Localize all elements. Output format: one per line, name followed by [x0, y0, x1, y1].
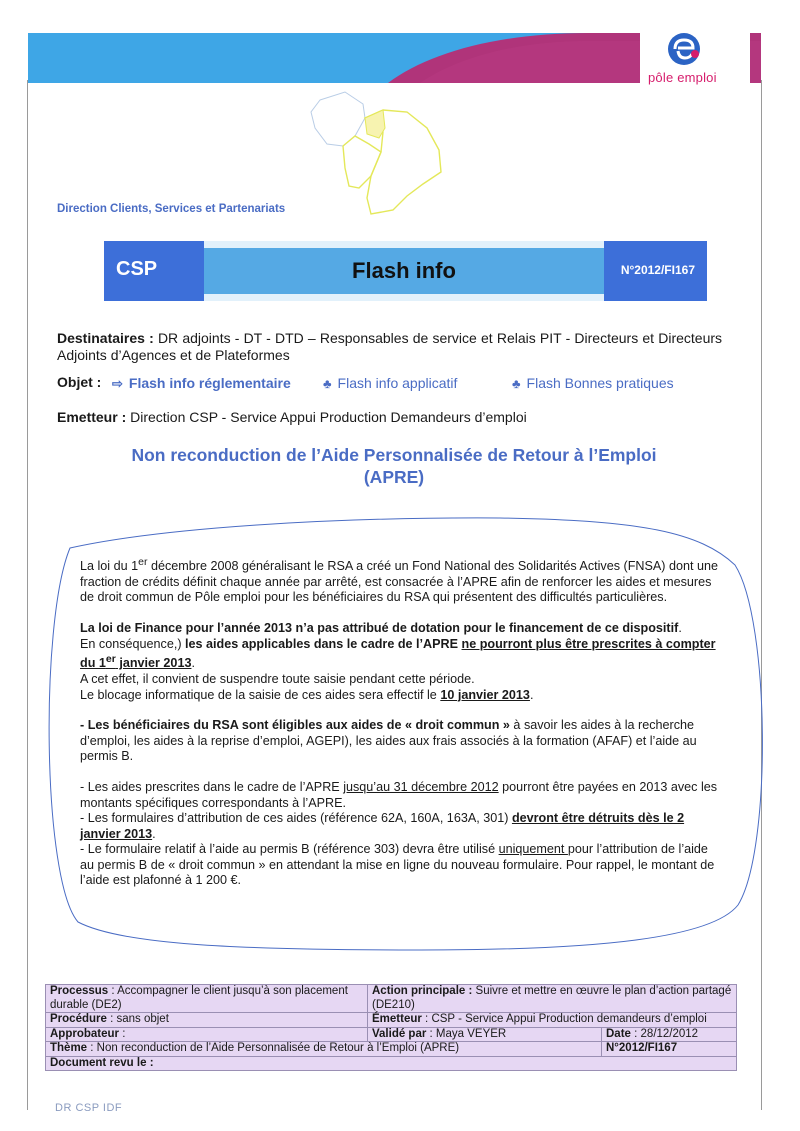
paragraph-droit-commun	[80, 718, 720, 765]
value: :	[119, 1027, 126, 1040]
logo-text: pôle emploi	[648, 70, 717, 85]
label: Émetteur	[372, 1013, 422, 1025]
text-run: jusqu’au 31 décembre 2012	[343, 779, 499, 794]
body-content	[80, 555, 720, 889]
cell-procedure	[46, 1013, 368, 1028]
cell-valide	[368, 1027, 602, 1042]
value: : Maya VEYER	[426, 1027, 507, 1040]
objet-label: Objet :	[57, 374, 102, 390]
text-run: .	[191, 656, 195, 671]
club-icon: ♣	[512, 376, 521, 391]
cell-theme	[46, 1042, 602, 1057]
value: N°2012/FI167	[606, 1042, 678, 1054]
destinataires-value: DR adjoints - DT - DTD – Responsables de service et Relais PIT - Directeurs et Directeurs Adjoints d’Agences et de Plateformes	[57, 330, 723, 363]
paragraph-loi-finance	[80, 621, 720, 637]
text-run: La loi du 1	[80, 559, 139, 574]
paragraph-consequence	[80, 637, 720, 672]
paragraph-formulaires	[80, 811, 720, 842]
label: Procédure	[50, 1013, 107, 1025]
label: Document revu le :	[50, 1056, 154, 1069]
text-run: En conséquence,)	[80, 636, 186, 651]
text-run: - Les bénéficiaires du RSA sont éligibles aux aides de « droit commun »	[80, 718, 510, 733]
cell-action	[368, 985, 737, 1013]
cell-emetteur	[368, 1013, 737, 1028]
emetteur-value: Direction CSP - Service Appui Production Demandeurs d’emploi	[130, 409, 527, 425]
text-run: er	[105, 653, 116, 666]
paragraph-blocage	[80, 688, 720, 704]
paragraph-aides-prescrites	[80, 780, 720, 811]
text-run: les aides applicables dans le cadre de l’APRE	[185, 636, 462, 651]
paragraph-suspendre: A cet effet, il convient de suspendre toute saisie pendant cette période.	[80, 671, 475, 686]
banner-title: Flash info	[352, 258, 456, 283]
text-run: uniquement	[498, 842, 568, 857]
text-run: 10 janvier 2013	[440, 687, 530, 702]
footer-code: DR CSP IDF	[55, 1102, 123, 1114]
cell-reference	[602, 1042, 737, 1057]
text-run: pour l’attribution de l’aide au permis B de « droit commun » en attendant la mise en ligne du nouveau formulaire. Pour rappel, le montant de l’aide est plafonné à 1 200 €.	[80, 842, 715, 888]
text-run: .	[529, 687, 534, 702]
text-run: ne pourront plus être prescrites à compter du 1	[80, 636, 716, 671]
cell-date	[602, 1027, 737, 1042]
label: Validé par	[372, 1027, 427, 1040]
emetteur-label: Emetteur :	[57, 409, 127, 425]
club-icon: ♣	[323, 376, 332, 391]
text-run: .	[678, 620, 682, 635]
text-run: devront être détruits dès le 2 janvier 2013	[80, 811, 685, 841]
text-run: .	[152, 826, 156, 841]
value: : 28/12/2012	[630, 1027, 699, 1040]
document-info-table	[45, 984, 737, 1071]
document-title-line2: (APRE)	[363, 467, 425, 487]
document-title-line1: Non reconduction de l’Aide Personnalisée de Retour à l’Emploi	[131, 445, 657, 465]
text-run: décembre 2008 généralisant le RSA a créé un Fond National des Solidarités Actives (FNSA) dont une fraction de crédits définit chaque année par arrêté, est consacrée à l’APRE afin de renforcer les aides et mesures de droit commun de Pôle emploi pour les bénéficiaires du RSA qui présentent des difficultés particulières.	[80, 559, 719, 605]
objet-option-label: Flash info applicatif	[337, 375, 458, 391]
cell-processus	[46, 985, 368, 1013]
value: Suivre et mettre en œuvre le plan d’action partagé (DE210)	[372, 985, 732, 1011]
cell-revu	[46, 1056, 737, 1071]
value: : Non reconduction de l’Aide Personnalisée de Retour à l’Emploi (APRE)	[87, 1042, 460, 1054]
value: : sans objet	[106, 1013, 169, 1025]
label: Date	[606, 1027, 631, 1040]
text-run: - Les aides prescrites dans le cadre de l’APRE	[80, 779, 344, 794]
destinataires-label: Destinataires :	[57, 330, 154, 346]
banner-csp-label: CSP	[116, 258, 158, 280]
paragraph-permis-b	[80, 842, 720, 889]
text-run: - Les formulaires d’attribution de ces aides (référence 62A, 160A, 163A, 301)	[80, 811, 512, 826]
value: : CSP - Service Appui Production demandeurs d’emploi	[421, 1013, 707, 1025]
text-run: La loi de Finance pour l’année 2013 n’a pas attribué de dotation pour le financement de ce dispositif	[80, 620, 679, 635]
paragraph-fnsa	[80, 555, 720, 606]
text-run: pourront être payées en 2013 avec les montants spécifiques correspondants à l’APRE.	[80, 779, 718, 810]
label: Approbateur	[50, 1027, 119, 1040]
value: : Accompagner le client jusqu’à son placement durable (DE2)	[50, 985, 348, 1011]
text-run: à savoir les aides à la recherche d’emploi, les aides à la reprise d’emploi, AGEPI), les aides aux frais associés à la formation (AFAF) et l’aide au permis B.	[80, 718, 697, 764]
label: Thème	[50, 1042, 88, 1054]
objet-option-label: Flash Bonnes pratiques	[526, 375, 674, 391]
text-run: janvier 2013	[115, 656, 192, 671]
arrow-right-icon: ⇨	[112, 376, 123, 391]
cell-approbateur	[46, 1027, 368, 1042]
text-run: er	[138, 556, 148, 568]
banner-reference: N°2012/FI167	[620, 263, 695, 277]
label: Processus	[50, 985, 109, 997]
text-run: - Le formulaire relatif à l’aide au permis B (référence 303) devra être utilisé	[80, 842, 499, 857]
label: Action principale :	[372, 985, 473, 997]
objet-option-label: Flash info réglementaire	[128, 375, 291, 391]
direction-label: Direction Clients, Services et Partenariats	[57, 203, 286, 215]
text-run: Le blocage informatique de la saisie de ces aides sera effectif le	[80, 687, 441, 702]
